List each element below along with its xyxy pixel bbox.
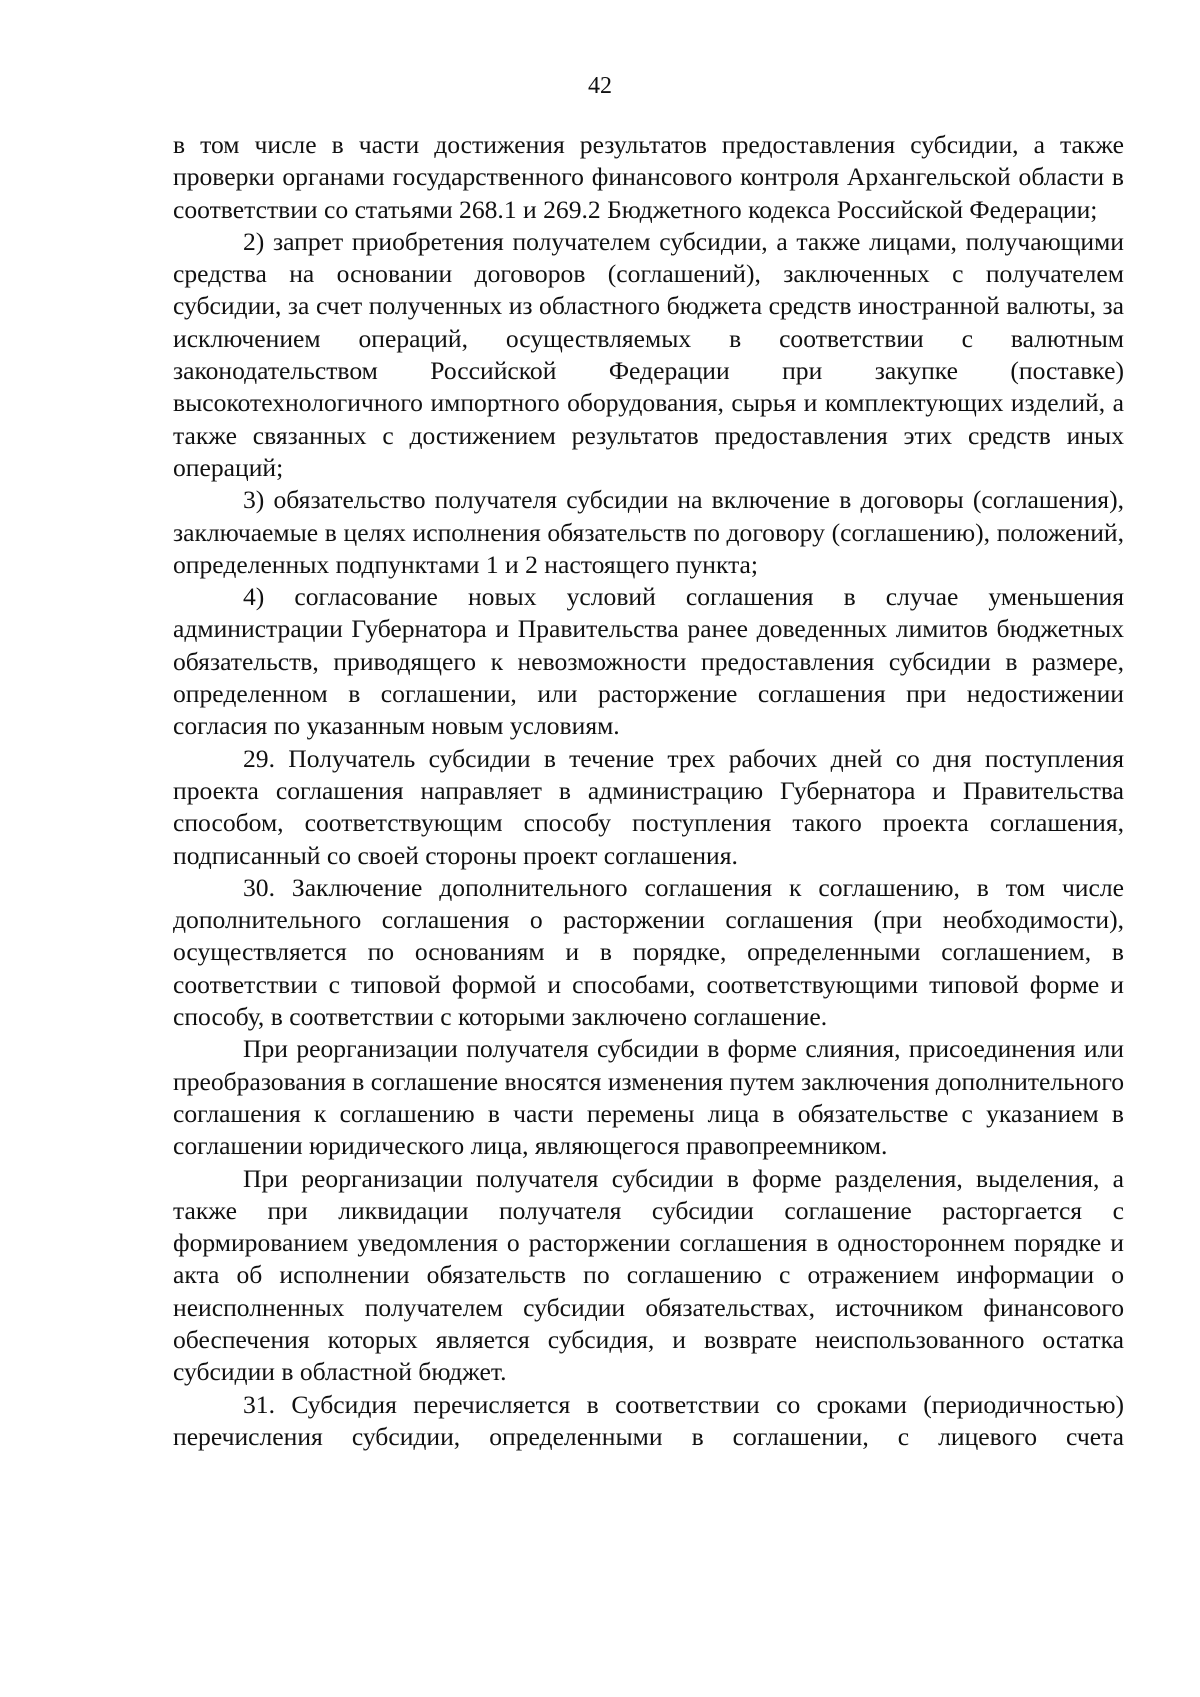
paragraph-reorganization-division: При реорганизации получателя субсидии в форме разделения, выделения, а также при ликвидации получателя субсидии соглашение расторгается с формированием уведомления о расторжении соглашения в одностороннем порядке и акта об исполнении обязательств по соглашению с отражением информации о неисполненных получателем субсидии обязательствах, источником финансового обеспечения которых является субсидия, и возврате неиспользованного остатка субсидии в областной бюджет.: [173, 1163, 1124, 1387]
paragraph-clause-31: 31. Субсидия перечисляется в соответствии со сроками (периодичностью) перечисления субсидии, определенными в соглашении, с лицевого счета: [173, 1389, 1124, 1451]
paragraph-item-4: 4) согласование новых условий соглашения в случае уменьшения администрации Губернатора и Правительства ранее доведенных лимитов бюджетных обязательств, приводящего к невозможности предоставления субсидии в размере, определенном в соглашении, или расторжение соглашения при недостижении согласия по указанным новым условиям.: [173, 582, 1124, 741]
paragraph-clause-30: 30. Заключение дополнительного соглашения к соглашению, в том числе дополнительного соглашения о расторжении соглашения (при необходимости), осуществляется по основаниям и в порядке, определенными соглашением, в соответствии с типовой формой и способами, соответствующими типовой форме и способу, в соответствии с которыми заключено соглашение.: [173, 872, 1124, 1032]
paragraph-item-2: 2) запрет приобретения получателем субсидии, а также лицами, получающими средства на основании договоров (соглашений), заключенных с получателем субсидии, за счет полученных из областного бюджета средств иностранной валюты, за исключением операций, осуществляемых в соответствии с валютным законодательством Российской Федерации при закупке (поставке) высокотехнологичного импортного оборудования, сырья и комплектующих изделий, а также связанных с достижением результатов предоставления этих средств иных операций;: [173, 226, 1124, 482]
paragraph-continuation: в том числе в части достижения результатов предоставления субсидии, а также проверки органами государственного финансового контроля Архангельской области в соответствии со статьями 268.1 и 269.2 Бюджетного кодекса Российской Федерации;: [173, 130, 1124, 224]
paragraph-item-3: 3) обязательство получателя субсидии на включение в договоры (соглашения), заключаемые в целях исполнения обязательств по договору (соглашению), положений, определенных подпунктами 1 и 2 настоящего пункта;: [173, 485, 1124, 579]
paragraph-reorganization-merger: При реорганизации получателя субсидии в форме слияния, присоединения или преобразования в соглашение вносятся изменения путем заключения дополнительного соглашения к соглашению в части перемены лица в обязательстве с указанием в соглашении юридического лица, являющегося правопреемником.: [173, 1034, 1124, 1161]
page-number: 42: [588, 73, 612, 99]
paragraph-clause-29: 29. Получатель субсидии в течение трех рабочих дней со дня поступления проекта соглашения направляет в администрацию Губернатора и Правительства способом, соответствующим способу поступления такого проекта соглашения, подписанный со своей стороны проект соглашения.: [173, 743, 1124, 870]
document-body: [173, 129, 1124, 1453]
